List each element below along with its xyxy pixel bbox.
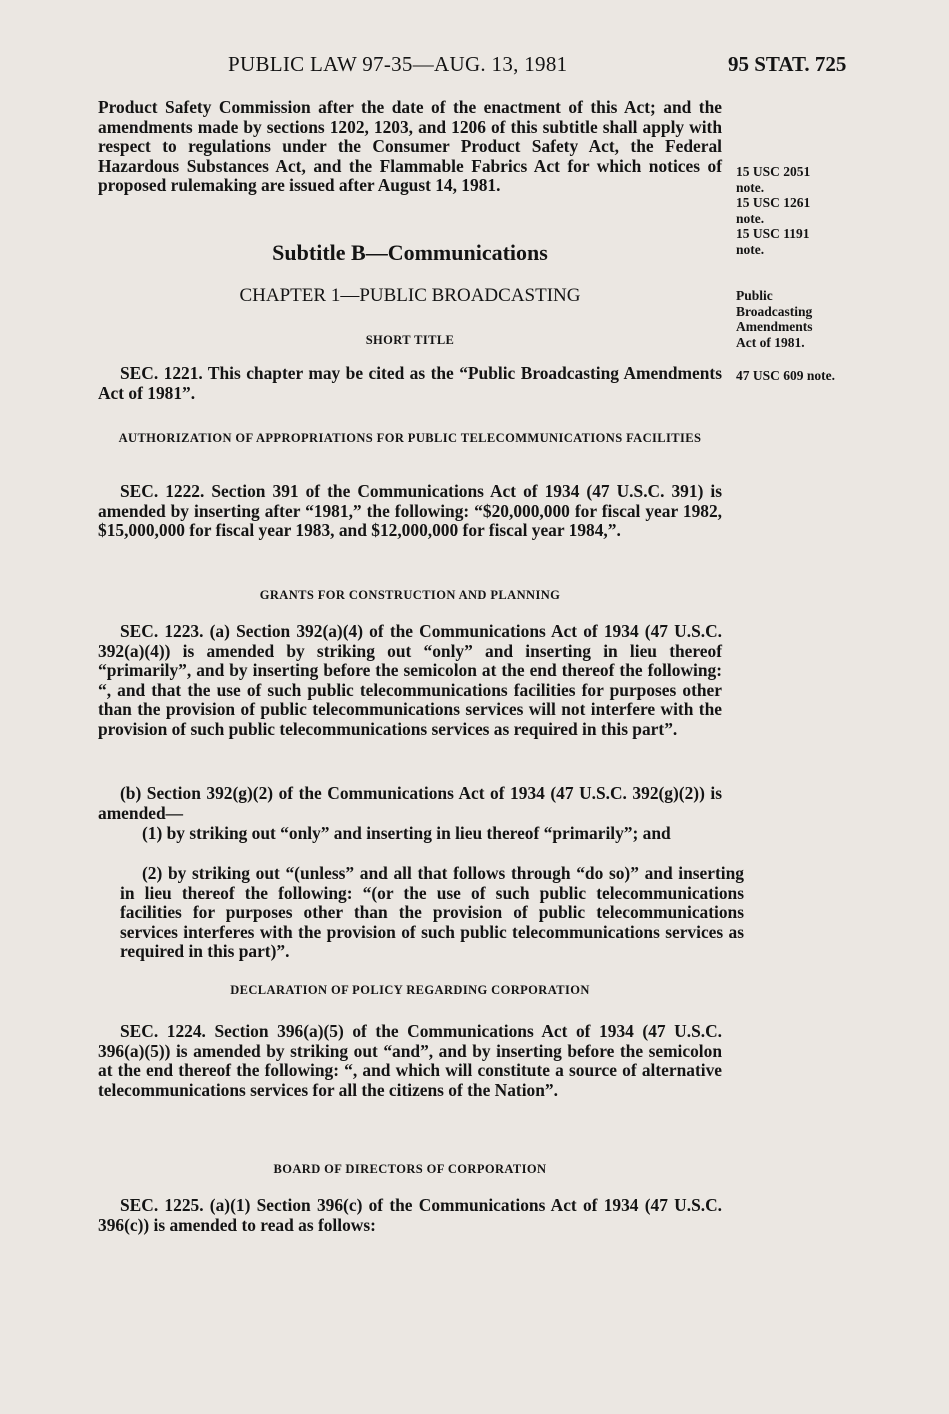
margin-note-line: Act of 1981. bbox=[736, 334, 805, 350]
margin-note-act-name bbox=[736, 288, 813, 350]
declaration-heading: DECLARATION OF POLICY REGARDING CORPORATION bbox=[230, 983, 590, 997]
margin-note-line: 15 USC 2051 bbox=[736, 164, 811, 179]
margin-note-line: note. bbox=[736, 179, 765, 195]
section-1225-text: SEC. 1225. (a)(1) Section 396(c) of the Communications Act of 1934 (47 U.S.C. 396(c)) is amended to read as follows: bbox=[98, 1195, 722, 1235]
subtitle-heading: Subtitle B—Communications bbox=[272, 240, 548, 265]
margin-note-usc bbox=[736, 164, 810, 257]
margin-note-line: note. bbox=[736, 241, 765, 257]
section-1223b-item-1: (1) by striking out “only” and inserting in lieu thereof “primarily”; and bbox=[142, 823, 671, 843]
stat-page-number: 95 STAT. 725 bbox=[728, 52, 847, 76]
chapter-heading: CHAPTER 1—PUBLIC BROADCASTING bbox=[239, 285, 581, 306]
section-1224-text: SEC. 1224. Section 396(a)(5) of the Communications Act of 1934 (47 U.S.C. 396(a)(5)) is amended by striking out “and”, and by inserting before the semicolon at the end thereof the following: “, and which will constitute a source of alternative telecommunications services for all the citizens of the Nation”. bbox=[98, 1021, 722, 1100]
running-head: PUBLIC LAW 97-35—AUG. 13, 1981 bbox=[228, 52, 568, 76]
section-1223b-item-2: (2) by striking out “(unless” and all that follows through “do so)” and inserting in lieu thereof the following: “(or the use of such public telecommunications facilities for purposes other than the provision of public telecommunications services interferes with the provision of such public telecommunications services as required in this part)”. bbox=[120, 863, 744, 961]
margin-note-line: note. bbox=[736, 210, 765, 226]
intro-paragraph: Product Safety Commission after the date of the enactment of this Act; and the amendments made by sections 1202, 1203, and 1206 of this subtitle shall apply with respect to regulations under the Consumer Product Safety Act, the Federal Hazardous Substances Act, and the Flammable Fabrics Act for which notices of proposed rulemaking are issued after August 14, 1981. bbox=[98, 97, 722, 195]
section-1223a-text: SEC. 1223. (a) Section 392(a)(4) of the Communications Act of 1934 (47 U.S.C. 392(a)(4)) is amended by striking out “only” and inserting in lieu thereof “primarily”, and by inserting before the semicolon at the end thereof the following: “, and that the use of such public telecommunications facilities for purposes other than the provision of public telecommunications services will not interfere with the provision of such public telecommunications services as required in this part”. bbox=[98, 621, 722, 739]
margin-note-line: 15 USC 1261 bbox=[736, 195, 811, 210]
board-heading: BOARD OF DIRECTORS OF CORPORATION bbox=[273, 1162, 547, 1176]
short-title-heading: SHORT TITLE bbox=[365, 333, 455, 347]
margin-note-usc-609: 47 USC 609 note. bbox=[736, 368, 836, 383]
margin-note-line: Amendments bbox=[736, 319, 813, 334]
margin-note-line: Broadcasting bbox=[736, 303, 813, 319]
section-1223b-text: (b) Section 392(g)(2) of the Communications Act of 1934 (47 U.S.C. 392(g)(2)) is amended— bbox=[98, 783, 722, 823]
grants-heading: GRANTS FOR CONSTRUCTION AND PLANNING bbox=[259, 588, 561, 602]
section-1221-text: SEC. 1221. This chapter may be cited as the “Public Broadcasting Amendments Act of 1981”. bbox=[98, 363, 722, 403]
margin-note-line: 15 USC 1191 bbox=[736, 226, 810, 241]
authorization-heading: AUTHORIZATION OF APPROPRIATIONS FOR PUBLIC TELECOMMUNICATIONS FACILITIES bbox=[118, 431, 702, 445]
margin-note-line: Public bbox=[736, 288, 773, 303]
section-1222-text: SEC. 1222. Section 391 of the Communications Act of 1934 (47 U.S.C. 391) is amended by inserting after “1981,” the following: “$20,000,000 for fiscal year 1982, $15,000,000 for fiscal year 1983, and $12,000,000 for fiscal year 1984,”. bbox=[98, 481, 722, 540]
